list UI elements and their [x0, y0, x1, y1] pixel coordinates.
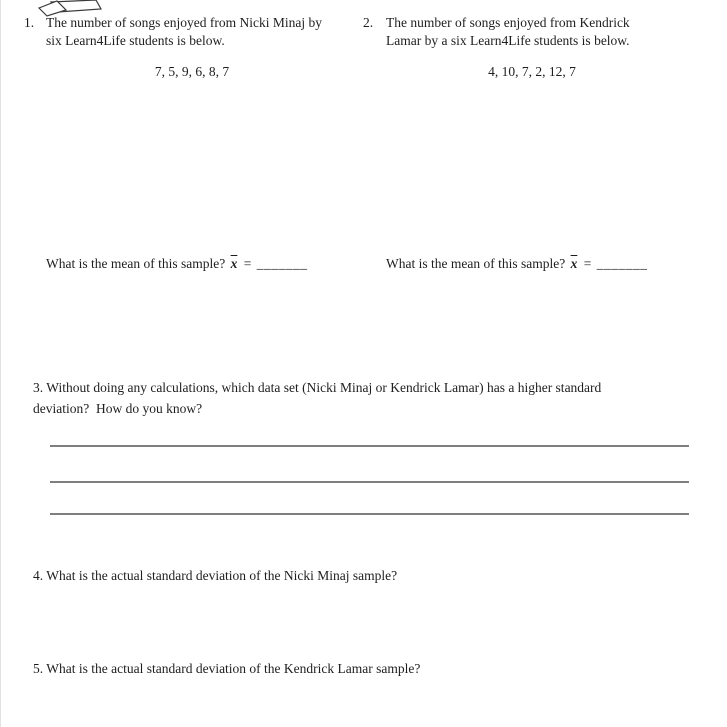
- question-1-data-values: 7, 5, 9, 6, 8, 7: [154, 64, 230, 79]
- question-1-number: 1.: [24, 15, 35, 30]
- question-2-mean-prompt: [386, 255, 647, 273]
- question-1-text: [46, 14, 322, 50]
- mean-prompt-text: What is the mean of this sample?: [46, 256, 226, 271]
- question-1: [24, 14, 356, 50]
- answer-line: [50, 445, 689, 447]
- question-3: [33, 377, 693, 419]
- page-edge-line: [0, 0, 1, 727]
- question-1-mean-prompt: [46, 255, 307, 273]
- question-1-line-1: The number of songs enjoyed from Nicki Minaj by: [46, 15, 322, 30]
- question-2-data-values: 4, 10, 7, 2, 12, 7: [488, 64, 576, 79]
- question-1-line-2: six Learn4Life students is below.: [46, 33, 225, 48]
- answer-line: [50, 513, 689, 515]
- question-3-line-2: deviation? How do you know?: [33, 401, 203, 416]
- question-2-text: [386, 14, 630, 50]
- equals-sign: =: [583, 256, 592, 271]
- x-bar-symbol: $\overline{x}$: [230, 256, 238, 271]
- equals-sign: =: [243, 256, 252, 271]
- question-2: [363, 14, 713, 50]
- mean-answer-blank: _______: [256, 256, 308, 271]
- answer-line: [50, 481, 689, 483]
- question-4: 4. What is the actual standard deviation of the Nicki Minaj sample?: [33, 568, 398, 583]
- x-bar-symbol: $\overline{x}$: [570, 256, 578, 271]
- question-2-line-2: Lamar by a six Learn4Life students is below.: [386, 33, 630, 48]
- question-3-line-1: 3. Without doing any calculations, which data set (Nicki Minaj or Kendrick Lamar) has a higher standard: [33, 380, 602, 395]
- question-5: 5. What is the actual standard deviation of the Kendrick Lamar sample?: [33, 661, 421, 676]
- question-2-number: 2.: [363, 15, 374, 30]
- question-2-line-1: The number of songs enjoyed from Kendrick: [386, 15, 630, 30]
- mean-prompt-text: What is the mean of this sample?: [386, 256, 566, 271]
- mean-answer-blank: _______: [596, 256, 648, 271]
